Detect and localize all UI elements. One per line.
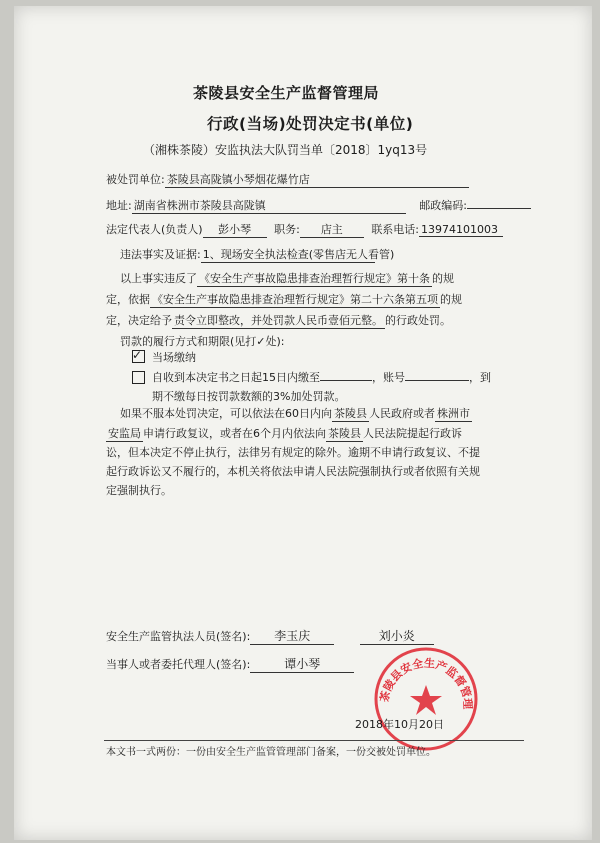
unit-label: 被处罚单位: [106, 173, 165, 186]
body-line-3-suffix: 的行政处罚。 [385, 314, 451, 327]
seal-text: 茶陵县安全生产监督管理 [377, 656, 475, 710]
option-pay-later-line [152, 369, 491, 385]
rep-label: 法定代表人(负责人) [106, 223, 203, 236]
body-line-1-prefix: 以上事实违反了 [120, 272, 197, 285]
footer-note: 本文书一式两份：一份由安全生产监管管理部门备案，一份交被处罚单位。 [106, 747, 436, 758]
check-mark-icon: ✓ [132, 348, 143, 362]
seal-icon [372, 645, 480, 753]
appeal-line-1 [120, 405, 472, 422]
appeal-line-5: 定强制执行。 [106, 484, 172, 497]
postal-value [467, 208, 531, 209]
account-blank [405, 380, 469, 381]
address-label: 地址: [106, 199, 132, 212]
officers-row [106, 627, 434, 645]
option-2-text-b: ，账号 [372, 371, 405, 384]
postal-label: 邮政编码: [419, 199, 467, 212]
violated-regulation: 《安全生产事故隐患排查治理暂行规定》第十条 [199, 272, 430, 285]
document-number: （湘株茶陵）安监执法大队罚当单〔2018〕1yq13号 [143, 143, 428, 157]
issue-date: 2018年10月20日 [355, 718, 444, 731]
appeal-court: 茶陵县 [328, 427, 361, 440]
appeal-text-1a: 如果不服本处罚决定，可以依法在60日内向 [120, 407, 332, 420]
address-row [106, 197, 531, 214]
unit-value: 茶陵县高陇镇小琴烟花爆竹店 [165, 171, 469, 188]
option-pay-on-spot-checkbox[interactable] [132, 350, 145, 363]
rep-value: 彭小琴 [203, 221, 267, 238]
appeal-line-4: 起行政诉讼又不履行的，本机关将依法申请人民法院强制执行或者依照有关规 [106, 465, 480, 478]
facts-label: 违法事实及证据: [120, 248, 201, 261]
agency-title: 茶陵县安全生产监督管理局 [193, 84, 380, 102]
facts-row [120, 246, 395, 263]
facts-value: 1、现场安全执法检查(零售店无人看管) [202, 248, 395, 261]
appeal-department-b: 安监局 [108, 427, 141, 440]
option-2-text-c: ，到 [469, 371, 491, 384]
option-pay-on-spot-label: 当场缴纳 [152, 351, 196, 364]
body-line-2-prefix: 定，依据 [106, 293, 150, 306]
party-sign-label: 当事人或者委托代理人(签名): [106, 658, 251, 671]
position-value: 店主 [300, 221, 364, 238]
body-line-3-prefix: 定，决定给予 [106, 314, 172, 327]
body-line-1 [120, 270, 454, 287]
officer-2-signature: 刘小炎 [360, 627, 434, 645]
appeal-government: 茶陵县 [334, 407, 367, 420]
option-2-text-a: 自收到本决定书之日起15日内缴至 [152, 371, 320, 384]
officers-label: 安全生产监管执法人员(签名): [106, 630, 251, 643]
representative-row [106, 221, 503, 238]
option-pay-later-checkbox[interactable] [132, 371, 145, 384]
body-line-2 [106, 291, 462, 308]
appeal-text-2a: 申请行政复议，或者在6个月内依法向 [143, 427, 326, 440]
body-line-1-suffix: 的规 [432, 272, 454, 285]
appeal-text-2b: 人民法院提起行政诉 [363, 427, 462, 440]
phone-value: 13974101003 [419, 223, 503, 237]
footer-divider [104, 740, 524, 741]
penalty-text: 责令立即整改，并处罚款人民币壹佰元整。 [174, 314, 383, 327]
address-value: 湖南省株洲市茶陵县高陇镇 [132, 197, 406, 214]
appeal-line-2 [106, 425, 462, 442]
officer-1-signature: 李玉庆 [250, 627, 334, 645]
party-sign-row [106, 655, 354, 673]
basis-regulation: 《安全生产事故隐患排查治理暂行规定》第二十六条第五项 [152, 293, 438, 306]
document-title: 行政(当场)处罚决定书(单位) [207, 115, 414, 133]
option-pay-later-line-2: 期不缴每日按罚款数额的3%加处罚款。 [152, 390, 346, 403]
body-line-2-suffix: 的规 [440, 293, 462, 306]
phone-label: 联系电话: [371, 223, 420, 236]
body-line-3 [106, 312, 451, 329]
appeal-text-1b: 人民政府或者 [369, 407, 435, 420]
appeal-department-a: 株洲市 [437, 407, 470, 420]
bank-blank [320, 380, 372, 381]
position-label: 职务: [274, 223, 300, 236]
unit-row [106, 171, 469, 188]
appeal-line-3: 讼，但本决定不停止执行，法律另有规定的除外。逾期不申请行政复议、不提 [106, 446, 480, 459]
party-signature: 谭小琴 [250, 655, 354, 673]
payment-method-label: 罚款的履行方式和期限(见打✓处): [120, 335, 285, 348]
